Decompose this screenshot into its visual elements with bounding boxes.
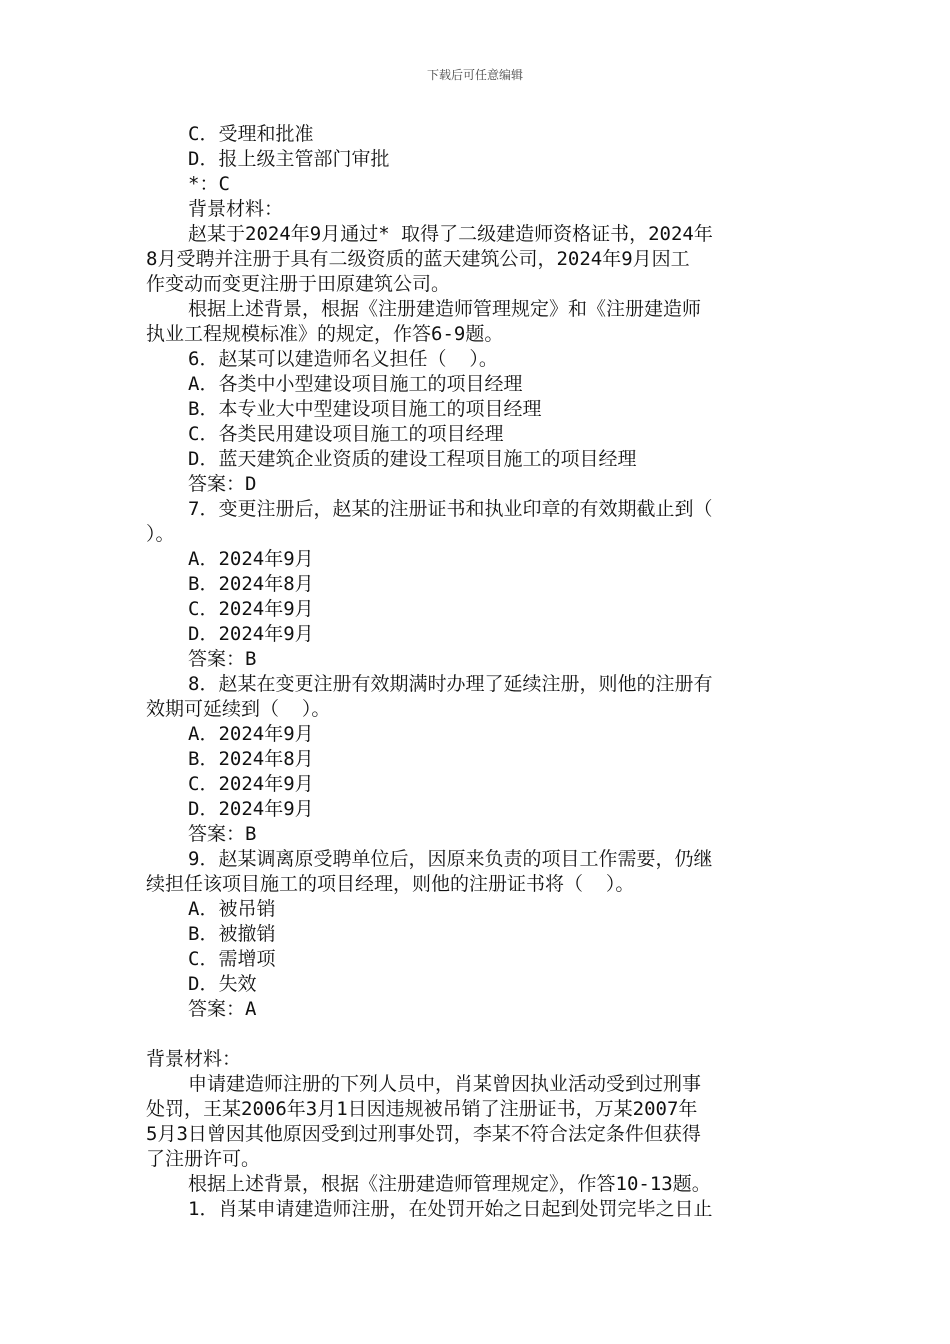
option-a: A．2024年9月 — [188, 723, 314, 745]
question-8-cont: 效期可延续到（ ）。 — [146, 698, 331, 720]
page-header: 下载后可任意编辑 — [426, 68, 523, 82]
option-a: A．2024年9月 — [188, 548, 314, 570]
answer-line: 答案：B — [188, 823, 257, 845]
option-d: D．报上级主管部门审批 — [188, 148, 390, 170]
paragraph-line: 5月3日曾因其他原因受到过刑事处罚，李某不符合法定条件但获得 — [146, 1123, 701, 1145]
option-b: B．2024年8月 — [188, 573, 314, 595]
option-b: B．被撤销 — [188, 923, 276, 945]
answer-line: *：C — [188, 173, 230, 195]
answer-line: 答案：A — [188, 998, 257, 1020]
option-d: D．2024年9月 — [188, 623, 314, 645]
question-9: 9．赵某调离原受聘单位后，因原来负责的项目工作需要，仍继 — [188, 848, 713, 870]
answer-line: 答案：B — [188, 648, 257, 670]
option-d: D．失效 — [188, 973, 257, 995]
option-c: C．各类民用建设项目施工的项目经理 — [188, 423, 504, 445]
answer-line: 答案：D — [188, 473, 257, 495]
option-d: D．2024年9月 — [188, 798, 314, 820]
paragraph-line: 处罚，王某2006年3月1日因违规被吊销了注册证书，万某2007年 — [146, 1098, 698, 1120]
option-c: C．需增项 — [188, 948, 276, 970]
paragraph-line: 了注册许可。 — [146, 1148, 261, 1170]
option-c: C．2024年9月 — [188, 773, 314, 795]
paragraph-line: 赵某于2024年9月通过* 取得了二级建造师资格证书，2024年 — [188, 223, 713, 245]
paragraph-line: 根据上述背景，根据《注册建造师管理规定》和《注册建造师 — [188, 298, 702, 320]
option-b: B．本专业大中型建设项目施工的项目经理 — [188, 398, 542, 420]
option-a: A．被吊销 — [188, 898, 276, 920]
background-heading: 背景材料： — [146, 1048, 242, 1070]
option-c: C．2024年9月 — [188, 598, 314, 620]
blank-line — [146, 1022, 808, 1047]
paragraph-line: 执业工程规模标准》的规定，作答6-9题。 — [146, 323, 504, 345]
question-6: 6．赵某可以建造师名义担任（ ）。 — [188, 348, 498, 370]
question-9-cont: 续担任该项目施工的项目经理，则他的注册证书将（ ）。 — [146, 873, 635, 895]
paragraph-line: 根据上述背景，根据《注册建造师管理规定》，作答10-13题。 — [188, 1173, 711, 1195]
document-body — [146, 122, 808, 1222]
question-1: 1．肖某申请建造师注册，在处罚开始之日起到处罚完毕之日止 — [188, 1198, 713, 1220]
option-c: C．受理和批准 — [188, 123, 314, 145]
background-heading: 背景材料： — [188, 198, 284, 220]
paragraph-line: 8月受聘并注册于具有二级资质的蓝天建筑公司，2024年9月因工 — [146, 248, 690, 270]
paragraph-line: 作变动而变更注册于田原建筑公司。 — [146, 273, 451, 295]
paragraph-line: 申请建造师注册的下列人员中，肖某曾因执业活动受到过刑事 — [188, 1073, 702, 1095]
option-d: D．蓝天建筑企业资质的建设工程项目施工的项目经理 — [188, 448, 637, 470]
question-7: 7．变更注册后，赵某的注册证书和执业印章的有效期截止到（ — [188, 498, 713, 520]
question-7-cont: ）。 — [146, 523, 175, 545]
option-a: A．各类中小型建设项目施工的项目经理 — [188, 373, 523, 395]
question-8: 8．赵某在变更注册有效期满时办理了延续注册，则他的注册有 — [188, 673, 713, 695]
option-b: B．2024年8月 — [188, 748, 314, 770]
